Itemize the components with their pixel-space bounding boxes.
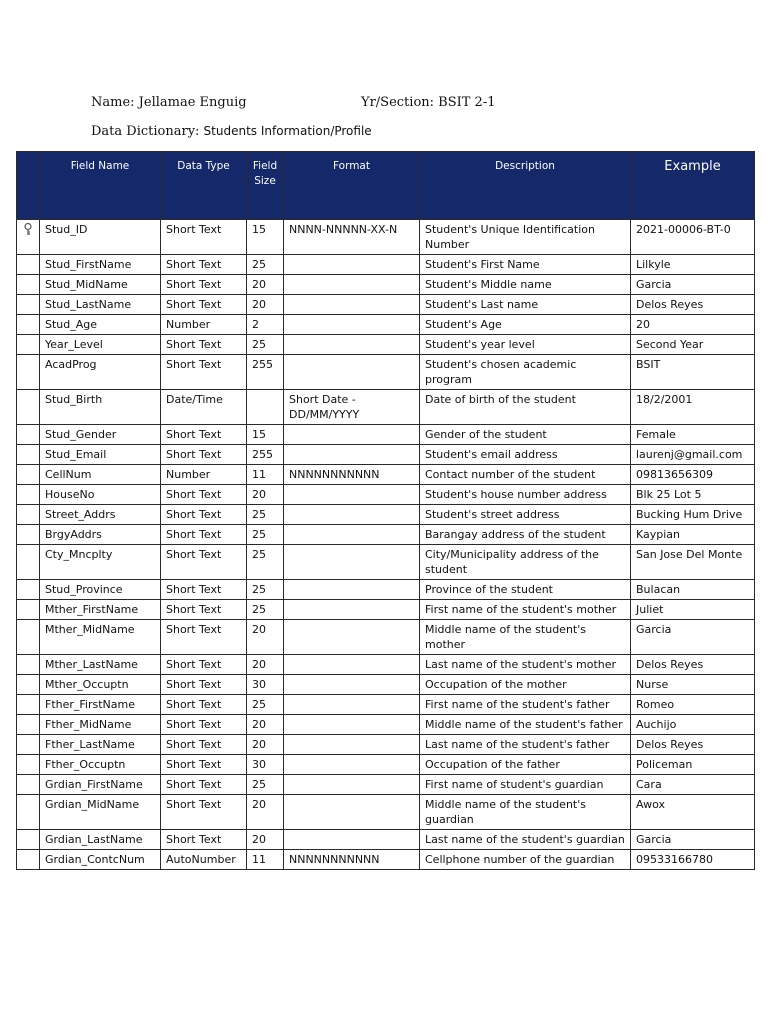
table-row [17, 425, 755, 445]
description-cell: Student's Unique Identification Number [420, 220, 631, 255]
format-cell: Short Date - DD/MM/YYYY [284, 390, 420, 425]
data-type-cell: Short Text [161, 795, 247, 830]
format-cell [284, 795, 420, 830]
format-cell [284, 355, 420, 390]
data-type-cell: Short Text [161, 335, 247, 355]
key-cell [17, 715, 40, 735]
field-size-cell: 20 [247, 620, 284, 655]
table-row [17, 255, 755, 275]
format-cell [284, 505, 420, 525]
data-type-cell: Short Text [161, 715, 247, 735]
key-cell [17, 355, 40, 390]
data-type-cell: Short Text [161, 275, 247, 295]
field-size-cell: 20 [247, 295, 284, 315]
data-type-cell: Short Text [161, 525, 247, 545]
example-cell: Bulacan [631, 580, 755, 600]
key-cell [17, 600, 40, 620]
description-cell: Student's First Name [420, 255, 631, 275]
field-size-cell: 20 [247, 485, 284, 505]
key-cell [17, 795, 40, 830]
table-row [17, 465, 755, 485]
key-cell [17, 390, 40, 425]
data-type-cell: Short Text [161, 620, 247, 655]
data-dictionary-table [16, 151, 755, 870]
description-cell: Student's house number address [420, 485, 631, 505]
data-type-cell: Short Text [161, 425, 247, 445]
key-cell [17, 485, 40, 505]
table-row [17, 850, 755, 870]
example-cell: BSIT [631, 355, 755, 390]
key-cell [17, 445, 40, 465]
description-cell: Student's Age [420, 315, 631, 335]
field-size-cell: 25 [247, 600, 284, 620]
data-type-cell: Number [161, 315, 247, 335]
key-cell [17, 275, 40, 295]
key-cell [17, 525, 40, 545]
format-cell: NNNNNNNNNNN [284, 465, 420, 485]
field-name-cell: Mther_LastName [40, 655, 161, 675]
example-cell: 09533166780 [631, 850, 755, 870]
description-cell: Student's Middle name [420, 275, 631, 295]
column-header-example: Example [631, 152, 755, 220]
key-cell [17, 655, 40, 675]
key-cell [17, 675, 40, 695]
example-cell: Delos Reyes [631, 735, 755, 755]
description-cell: Date of birth of the student [420, 390, 631, 425]
description-cell: Last name of the student's father [420, 735, 631, 755]
table-row [17, 620, 755, 655]
data-type-cell: Short Text [161, 580, 247, 600]
description-cell: Middle name of the student's guardian [420, 795, 631, 830]
field-size-cell: 25 [247, 505, 284, 525]
key-cell [17, 315, 40, 335]
dictionary-title: Students Information/Profile [203, 124, 372, 138]
key-cell [17, 775, 40, 795]
table-row [17, 695, 755, 715]
data-type-cell: Short Text [161, 485, 247, 505]
format-cell [284, 255, 420, 275]
table-row [17, 655, 755, 675]
key-cell [17, 255, 40, 275]
column-header-data-type: Data Type [161, 152, 247, 220]
field-size-cell: 11 [247, 850, 284, 870]
description-cell: Last name of the student's guardian [420, 830, 631, 850]
format-cell [284, 580, 420, 600]
description-cell: Middle name of the student's mother [420, 620, 631, 655]
table-row [17, 315, 755, 335]
example-cell: 20 [631, 315, 755, 335]
example-cell: Auchijo [631, 715, 755, 735]
field-size-cell: 20 [247, 735, 284, 755]
field-size-cell: 25 [247, 580, 284, 600]
field-size-cell: 25 [247, 255, 284, 275]
example-cell: Delos Reyes [631, 295, 755, 315]
field-size-cell: 20 [247, 715, 284, 735]
field-name-cell: Grdian_MidName [40, 795, 161, 830]
format-cell [284, 715, 420, 735]
field-size-cell: 2 [247, 315, 284, 335]
description-cell: Occupation of the mother [420, 675, 631, 695]
example-cell: Lilkyle [631, 255, 755, 275]
data-type-cell: Short Text [161, 695, 247, 715]
field-name-cell: Fther_LastName [40, 735, 161, 755]
table-row [17, 580, 755, 600]
field-size-cell: 20 [247, 655, 284, 675]
example-cell: Second Year [631, 335, 755, 355]
table-row [17, 525, 755, 545]
field-size-cell: 255 [247, 355, 284, 390]
table-row [17, 485, 755, 505]
column-header-field-size: Field Size [247, 152, 284, 220]
example-cell: Female [631, 425, 755, 445]
data-type-cell: Short Text [161, 600, 247, 620]
description-cell: City/Municipality address of the student [420, 545, 631, 580]
description-cell: Student's street address [420, 505, 631, 525]
key-cell [17, 545, 40, 580]
table-row [17, 335, 755, 355]
table-row [17, 600, 755, 620]
table-row [17, 220, 755, 255]
example-cell: 2021-00006-BT-0 [631, 220, 755, 255]
field-name-cell: Fther_FirstName [40, 695, 161, 715]
table-row [17, 675, 755, 695]
data-type-cell: Date/Time [161, 390, 247, 425]
format-cell [284, 335, 420, 355]
table-row [17, 755, 755, 775]
field-size-cell: 15 [247, 425, 284, 445]
description-cell: Student's email address [420, 445, 631, 465]
data-type-cell: Short Text [161, 295, 247, 315]
field-name-cell: Mther_MidName [40, 620, 161, 655]
field-size-cell: 20 [247, 795, 284, 830]
format-cell: NNNN-NNNNN-XX-N [284, 220, 420, 255]
data-type-cell: Short Text [161, 675, 247, 695]
key-cell [17, 335, 40, 355]
field-name-cell: BrgyAddrs [40, 525, 161, 545]
description-cell: Last name of the student's mother [420, 655, 631, 675]
data-type-cell: Short Text [161, 505, 247, 525]
format-cell: NNNNNNNNNNN [284, 850, 420, 870]
key-cell [17, 505, 40, 525]
description-cell: Gender of the student [420, 425, 631, 445]
example-cell: Garcia [631, 620, 755, 655]
data-type-cell: Short Text [161, 220, 247, 255]
format-cell [284, 275, 420, 295]
key-cell [17, 755, 40, 775]
description-cell: Cellphone number of the guardian [420, 850, 631, 870]
example-cell: Delos Reyes [631, 655, 755, 675]
data-type-cell: Short Text [161, 355, 247, 390]
example-cell: Cara [631, 775, 755, 795]
table-row [17, 795, 755, 830]
field-name-cell: Mther_FirstName [40, 600, 161, 620]
student-name: Name: Jellamae Enguig [91, 95, 247, 110]
key-column-header [17, 152, 40, 220]
field-name-cell: Stud_Birth [40, 390, 161, 425]
example-cell: Bucking Hum Drive [631, 505, 755, 525]
field-size-cell: 255 [247, 445, 284, 465]
data-type-cell: Number [161, 465, 247, 485]
table-body [17, 220, 755, 870]
field-name-cell: Stud_FirstName [40, 255, 161, 275]
table-row [17, 445, 755, 465]
field-name-cell: CellNum [40, 465, 161, 485]
description-cell: Province of the student [420, 580, 631, 600]
table-row [17, 355, 755, 390]
format-cell [284, 485, 420, 505]
description-cell: Occupation of the father [420, 755, 631, 775]
format-cell [284, 315, 420, 335]
format-cell [284, 675, 420, 695]
description-cell: Contact number of the student [420, 465, 631, 485]
field-size-cell: 25 [247, 335, 284, 355]
field-size-cell [247, 390, 284, 425]
key-cell [17, 735, 40, 755]
table-row [17, 390, 755, 425]
key-cell [17, 850, 40, 870]
key-cell [17, 580, 40, 600]
data-type-cell: Short Text [161, 755, 247, 775]
format-cell [284, 620, 420, 655]
example-cell: Romeo [631, 695, 755, 715]
format-cell [284, 545, 420, 580]
data-type-cell: Short Text [161, 735, 247, 755]
format-cell [284, 775, 420, 795]
description-cell: Student's year level [420, 335, 631, 355]
example-cell: Nurse [631, 675, 755, 695]
key-cell [17, 220, 40, 255]
field-name-cell: Mther_Occuptn [40, 675, 161, 695]
column-header-field-name: Field Name [40, 152, 161, 220]
field-name-cell: Fther_MidName [40, 715, 161, 735]
format-cell [284, 655, 420, 675]
example-cell: Juliet [631, 600, 755, 620]
example-cell: Garcia [631, 275, 755, 295]
table-row [17, 830, 755, 850]
field-size-cell: 30 [247, 755, 284, 775]
table-row [17, 735, 755, 755]
description-cell: First name of the student's father [420, 695, 631, 715]
key-cell [17, 695, 40, 715]
dictionary-prefix: Data Dictionary: [91, 124, 204, 139]
example-cell: Policeman [631, 755, 755, 775]
field-size-cell: 20 [247, 275, 284, 295]
description-cell: First name of the student's mother [420, 600, 631, 620]
key-icon [21, 222, 35, 236]
example-cell: Kaypian [631, 525, 755, 545]
table-row [17, 295, 755, 315]
field-name-cell: Grdian_FirstName [40, 775, 161, 795]
field-size-cell: 15 [247, 220, 284, 255]
field-name-cell: Stud_Province [40, 580, 161, 600]
example-cell: 09813656309 [631, 465, 755, 485]
data-type-cell: Short Text [161, 655, 247, 675]
field-name-cell: AcadProg [40, 355, 161, 390]
field-name-cell: Fther_Occuptn [40, 755, 161, 775]
field-name-cell: Cty_Mncplty [40, 545, 161, 580]
key-cell [17, 465, 40, 485]
format-cell [284, 735, 420, 755]
format-cell [284, 755, 420, 775]
table-header-row [17, 152, 755, 220]
example-cell: San Jose Del Monte [631, 545, 755, 580]
table-row [17, 545, 755, 580]
field-size-cell: 25 [247, 775, 284, 795]
format-cell [284, 525, 420, 545]
field-size-cell: 11 [247, 465, 284, 485]
table-row [17, 715, 755, 735]
field-name-cell: Stud_LastName [40, 295, 161, 315]
example-cell: Blk 25 Lot 5 [631, 485, 755, 505]
format-cell [284, 425, 420, 445]
data-type-cell: Short Text [161, 545, 247, 580]
description-cell: Student's chosen academic program [420, 355, 631, 390]
field-name-cell: Stud_Email [40, 445, 161, 465]
format-cell [284, 445, 420, 465]
example-cell: laurenj@gmail.com [631, 445, 755, 465]
format-cell [284, 295, 420, 315]
data-dictionary-heading [91, 124, 372, 139]
description-cell: Barangay address of the student [420, 525, 631, 545]
key-cell [17, 620, 40, 655]
data-type-cell: Short Text [161, 255, 247, 275]
format-cell [284, 830, 420, 850]
example-cell: Garcia [631, 830, 755, 850]
field-name-cell: Grdian_LastName [40, 830, 161, 850]
data-type-cell: AutoNumber [161, 850, 247, 870]
format-cell [284, 600, 420, 620]
description-cell: Middle name of the student's father [420, 715, 631, 735]
table-row [17, 275, 755, 295]
field-name-cell: Stud_MidName [40, 275, 161, 295]
data-type-cell: Short Text [161, 445, 247, 465]
field-name-cell: Stud_Age [40, 315, 161, 335]
field-name-cell: Stud_Gender [40, 425, 161, 445]
field-size-cell: 25 [247, 525, 284, 545]
data-type-cell: Short Text [161, 830, 247, 850]
description-cell: First name of student's guardian [420, 775, 631, 795]
field-name-cell: HouseNo [40, 485, 161, 505]
year-section: Yr/Section: BSIT 2-1 [361, 95, 496, 110]
key-cell [17, 425, 40, 445]
field-name-cell: Grdian_ContcNum [40, 850, 161, 870]
data-type-cell: Short Text [161, 775, 247, 795]
key-cell [17, 295, 40, 315]
column-header-format: Format [284, 152, 420, 220]
table-row [17, 505, 755, 525]
key-cell [17, 830, 40, 850]
description-cell: Student's Last name [420, 295, 631, 315]
field-name-cell: Street_Addrs [40, 505, 161, 525]
column-header-description: Description [420, 152, 631, 220]
field-size-cell: 25 [247, 695, 284, 715]
field-name-cell: Stud_ID [40, 220, 161, 255]
format-cell [284, 695, 420, 715]
example-cell: 18/2/2001 [631, 390, 755, 425]
field-size-cell: 30 [247, 675, 284, 695]
field-size-cell: 20 [247, 830, 284, 850]
example-cell: Awox [631, 795, 755, 830]
field-size-cell: 25 [247, 545, 284, 580]
field-name-cell: Year_Level [40, 335, 161, 355]
table-row [17, 775, 755, 795]
